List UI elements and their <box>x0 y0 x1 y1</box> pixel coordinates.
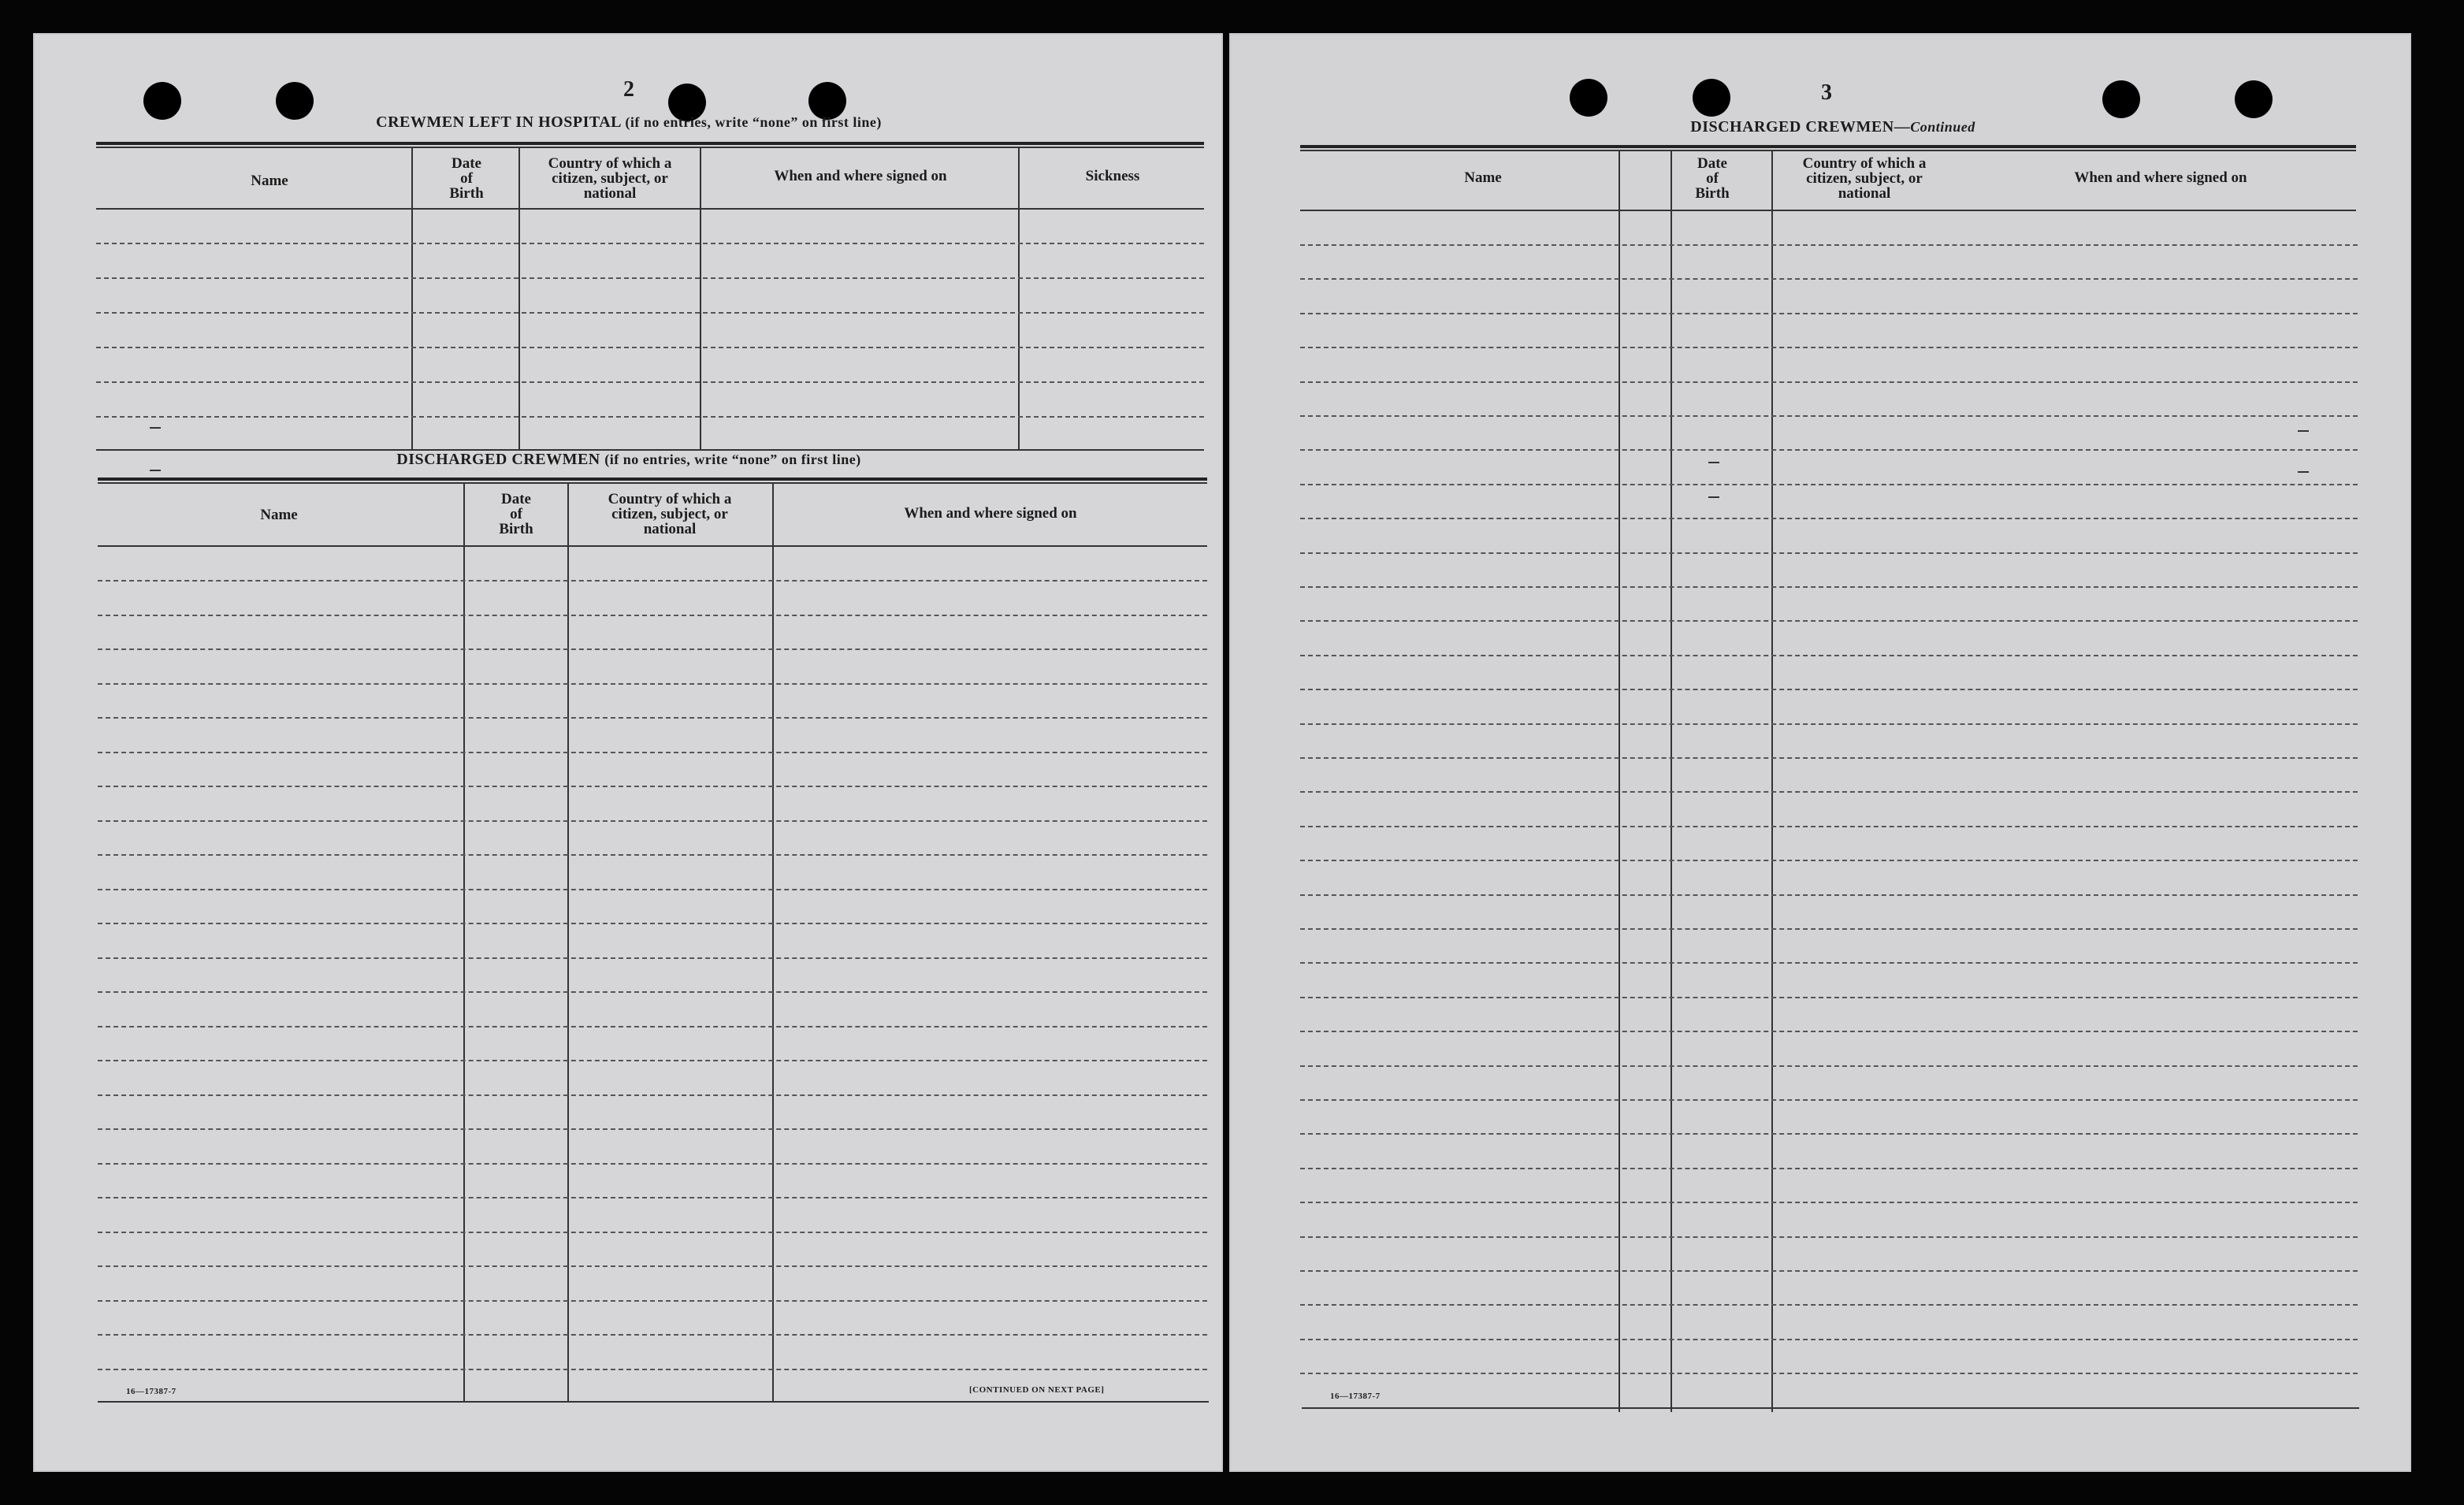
entry-line <box>98 1197 1207 1198</box>
ink-mark <box>1708 496 1719 498</box>
ink-mark <box>2298 430 2309 432</box>
entry-line <box>1300 962 2358 964</box>
entry-line <box>1300 997 2358 998</box>
column-header-name: Name <box>260 507 298 523</box>
column-divider <box>1619 151 1620 1412</box>
entry-line <box>1300 313 2358 314</box>
entry-line <box>98 1334 1207 1336</box>
entry-line <box>96 347 1204 348</box>
entry-line <box>1300 381 2358 383</box>
ink-mark <box>150 470 161 471</box>
form-page-left <box>33 33 1223 1472</box>
entry-line <box>1300 826 2358 827</box>
rule <box>1300 145 2356 148</box>
column-header-country: Country of which a citizen, subject, or national <box>608 491 732 537</box>
ink-mark <box>2298 471 2309 473</box>
column-header-signed-on: When and where signed on <box>2074 169 2247 186</box>
entry-line <box>1300 928 2358 930</box>
entry-line <box>1300 278 2358 280</box>
entry-line <box>98 1265 1207 1267</box>
entry-line <box>98 1128 1207 1130</box>
entry-line <box>1300 586 2358 588</box>
rule <box>96 147 1204 148</box>
column-header-date-of-birth: Date of Birth <box>1695 155 1730 202</box>
continued-notice: [CONTINUED ON NEXT PAGE] <box>969 1385 1105 1395</box>
entry-line <box>98 1060 1207 1061</box>
entry-line <box>98 923 1207 924</box>
entry-line <box>1300 347 2358 348</box>
form-number: 16—17387-7 <box>1330 1392 1381 1401</box>
entry-line <box>98 889 1207 890</box>
entry-line <box>98 648 1207 650</box>
entry-line <box>1300 757 2358 759</box>
entry-line <box>1300 1065 2358 1067</box>
entry-line <box>98 1163 1207 1165</box>
form-page-right <box>1229 33 2411 1472</box>
entry-line <box>96 312 1204 314</box>
ink-mark <box>150 427 161 429</box>
entry-line <box>1300 1168 2358 1169</box>
column-divider <box>411 148 413 451</box>
column-divider <box>700 148 701 451</box>
entry-line <box>1300 1236 2358 1238</box>
column-divider <box>1771 151 1773 1412</box>
column-header-country: Country of which a citizen, subject, or national <box>548 155 672 202</box>
entry-line <box>1300 552 2358 554</box>
entry-line <box>1300 1304 2358 1306</box>
column-header-name: Name <box>251 173 288 189</box>
entry-line <box>1300 1133 2358 1135</box>
column-divider <box>1018 148 1020 451</box>
entry-line <box>1300 244 2358 246</box>
column-header-signed-on: When and where signed on <box>774 168 947 184</box>
column-header-name: Name <box>1464 169 1502 186</box>
entry-line <box>98 683 1207 685</box>
entry-line <box>1300 1373 2358 1374</box>
rule <box>98 545 1207 547</box>
entry-line <box>1300 894 2358 896</box>
entry-line <box>1300 791 2358 793</box>
column-header-signed-on: When and where signed on <box>904 505 1077 522</box>
page-number: 3 <box>1821 80 1832 105</box>
punch-hole <box>1693 79 1730 117</box>
column-divider <box>1671 151 1672 1412</box>
rule <box>98 482 1207 484</box>
entry-line <box>98 580 1207 582</box>
discharged-section-title: DISCHARGED CREWMEN (if no entries, write “none” on first line) <box>396 451 861 468</box>
column-header-date-of-birth: Date of Birth <box>449 155 484 202</box>
rule <box>98 1401 1209 1403</box>
entry-line <box>98 717 1207 719</box>
punch-hole <box>1570 79 1607 117</box>
form-number: 16—17387-7 <box>126 1387 177 1396</box>
entry-line <box>1300 449 2358 451</box>
entry-line <box>98 1232 1207 1233</box>
entry-line <box>98 1300 1207 1302</box>
entry-line <box>1300 1339 2358 1340</box>
entry-line <box>98 1094 1207 1096</box>
entry-line <box>96 381 1204 383</box>
entry-line <box>98 1369 1207 1370</box>
entry-line <box>96 277 1204 279</box>
ink-mark <box>1708 462 1719 463</box>
punch-hole <box>2102 80 2140 118</box>
entry-line <box>1300 518 2358 519</box>
entry-line <box>1300 1099 2358 1101</box>
punch-hole <box>2235 80 2273 118</box>
column-header-sickness: Sickness <box>1085 168 1140 184</box>
entry-line <box>98 957 1207 959</box>
entry-line <box>98 752 1207 753</box>
entry-line <box>1300 1270 2358 1272</box>
rule <box>1302 1407 2359 1409</box>
entry-line <box>1300 860 2358 861</box>
page-number: 2 <box>623 77 634 102</box>
rule <box>1300 210 2356 211</box>
rule <box>96 208 1204 210</box>
hospital-section-title: CREWMEN LEFT IN HOSPITAL (if no entries, write “none” on first line) <box>376 113 882 131</box>
entry-line <box>98 991 1207 993</box>
rule <box>1300 150 2356 151</box>
rule <box>96 142 1204 145</box>
entry-line <box>98 1026 1207 1027</box>
entry-line <box>98 786 1207 787</box>
entry-line <box>1300 415 2358 417</box>
column-divider <box>518 148 520 451</box>
punch-hole <box>276 82 314 120</box>
entry-line <box>1300 1031 2358 1032</box>
entry-line <box>1300 689 2358 690</box>
entry-line <box>1300 1202 2358 1203</box>
entry-line <box>98 854 1207 856</box>
entry-line <box>1300 484 2358 485</box>
column-header-country: Country of which a citizen, subject, or national <box>1802 155 1927 202</box>
entry-line <box>1300 723 2358 725</box>
entry-line <box>96 416 1204 418</box>
discharged-continued-title: DISCHARGED CREWMEN—Continued <box>1690 118 1975 136</box>
column-header-date-of-birth: Date of Birth <box>499 491 533 537</box>
entry-line <box>98 615 1207 616</box>
rule <box>98 478 1207 481</box>
punch-hole <box>143 82 181 120</box>
entry-line <box>1300 655 2358 656</box>
entry-line <box>98 820 1207 822</box>
entry-line <box>96 243 1204 244</box>
entry-line <box>1300 620 2358 622</box>
